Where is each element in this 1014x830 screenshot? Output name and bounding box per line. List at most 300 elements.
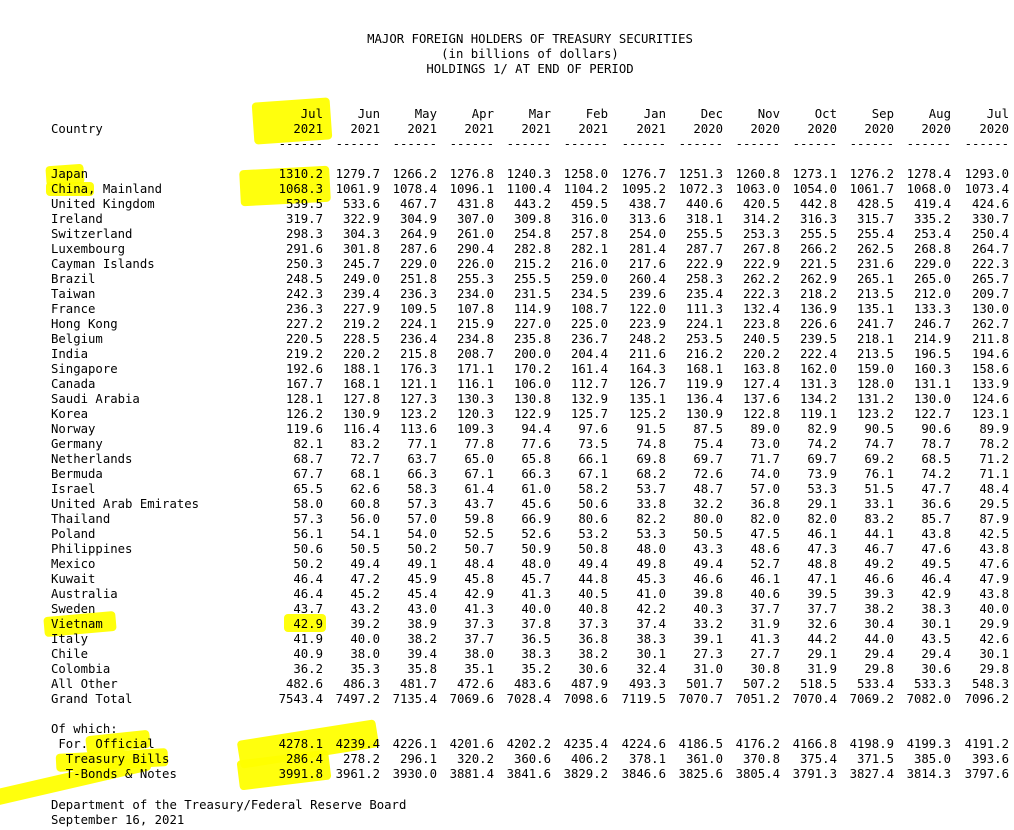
table-cell-value: 30.6 [921, 662, 951, 676]
row-country-label: Colombia [51, 662, 111, 676]
table-cell-value: 313.6 [628, 212, 666, 226]
table-cell-value: 298.3 [285, 227, 323, 241]
of-which-cell-value: 371.5 [856, 752, 894, 766]
table-cell-value: 131.2 [856, 392, 894, 406]
table-cell-value: 265.1 [856, 272, 894, 286]
table-cell-value: 134.2 [799, 392, 837, 406]
of-which-cell-value: 3829.2 [563, 767, 608, 781]
table-cell-value: 119.9 [685, 377, 723, 391]
of-which-cell-value: 4239.4 [335, 737, 380, 751]
column-month-header: May [414, 107, 437, 121]
table-cell-value: 50.2 [407, 542, 437, 556]
table-cell-value: 60.8 [350, 497, 380, 511]
column-header-rule: ------ [735, 137, 780, 151]
table-cell-value: 43.7 [464, 497, 494, 511]
of-which-cell-value: 4226.1 [392, 737, 437, 751]
row-country-label: Switzerland [51, 227, 133, 241]
table-cell-value: 45.2 [350, 587, 380, 601]
table-cell-value: 49.4 [578, 557, 608, 571]
table-cell-value: 229.0 [399, 257, 437, 271]
table-cell-value: 65.5 [293, 482, 323, 496]
table-cell-value: 1100.4 [506, 182, 551, 196]
table-cell-value: 322.9 [342, 212, 380, 226]
table-cell-value: 46.6 [693, 572, 723, 586]
table-cell-value: 38.2 [864, 602, 894, 616]
table-cell-value: 47.3 [807, 542, 837, 556]
table-cell-value: 69.7 [807, 452, 837, 466]
column-header-rule: ------ [335, 137, 380, 151]
of-which-cell-value: 296.1 [399, 752, 437, 766]
table-cell-value: 29.4 [921, 647, 951, 661]
table-cell-value: 29.5 [979, 497, 1009, 511]
table-cell-value: 51.5 [864, 482, 894, 496]
table-cell-value: 82.0 [807, 512, 837, 526]
table-cell-value: 1073.4 [964, 182, 1009, 196]
table-cell-value: 301.8 [342, 242, 380, 256]
table-cell-value: 29.8 [864, 662, 894, 676]
table-cell-value: 36.8 [578, 632, 608, 646]
table-cell-value: 123.2 [399, 407, 437, 421]
table-cell-value: 7069.6 [449, 692, 494, 706]
table-cell-value: 46.7 [864, 542, 894, 556]
table-cell-value: 94.4 [521, 422, 551, 436]
table-cell-value: 46.4 [293, 572, 323, 586]
table-cell-value: 44.8 [578, 572, 608, 586]
table-cell-value: 160.3 [913, 362, 951, 376]
table-cell-value: 255.4 [856, 227, 894, 241]
table-cell-value: 50.6 [293, 542, 323, 556]
table-cell-value: 236.3 [285, 302, 323, 316]
table-cell-value: 82.1 [293, 437, 323, 451]
table-cell-value: 90.6 [921, 422, 951, 436]
table-cell-value: 108.7 [570, 302, 608, 316]
table-cell-value: 1279.7 [335, 167, 380, 181]
table-cell-value: 176.3 [399, 362, 437, 376]
of-which-cell-value: 3805.4 [735, 767, 780, 781]
table-cell-value: 7096.2 [964, 692, 1009, 706]
table-cell-value: 250.3 [285, 257, 323, 271]
of-which-cell-value: 3961.2 [335, 767, 380, 781]
table-cell-value: 168.1 [342, 377, 380, 391]
table-cell-value: 196.5 [913, 347, 951, 361]
table-cell-value: 1068.3 [278, 182, 323, 196]
of-which-cell-value: 3930.0 [392, 767, 437, 781]
table-cell-value: 440.6 [685, 197, 723, 211]
table-cell-value: 36.5 [521, 632, 551, 646]
table-cell-value: 223.9 [628, 317, 666, 331]
table-cell-value: 42.5 [979, 527, 1009, 541]
table-cell-value: 59.8 [464, 512, 494, 526]
table-cell-value: 66.3 [407, 467, 437, 481]
of-which-cell-value: 385.0 [913, 752, 951, 766]
table-cell-value: 163.8 [742, 362, 780, 376]
table-cell-value: 133.3 [913, 302, 951, 316]
table-cell-value: 1310.2 [278, 167, 323, 181]
row-country-label: Italy [51, 632, 89, 646]
table-cell-value: 220.5 [285, 332, 323, 346]
table-cell-value: 114.9 [513, 302, 551, 316]
table-cell-value: 222.3 [742, 287, 780, 301]
table-cell-value: 27.3 [693, 647, 723, 661]
table-cell-value: 61.0 [521, 482, 551, 496]
table-cell-value: 265.7 [971, 272, 1009, 286]
table-cell-value: 65.8 [521, 452, 551, 466]
of-which-cell-value: 4198.9 [849, 737, 894, 751]
table-cell-value: 241.7 [856, 317, 894, 331]
table-cell-value: 1276.2 [849, 167, 894, 181]
table-cell-value: 314.2 [742, 212, 780, 226]
country-column-header: Country [51, 122, 103, 136]
table-cell-value: 248.2 [628, 332, 666, 346]
table-cell-value: 467.7 [399, 197, 437, 211]
of-which-cell-value: 286.4 [285, 752, 323, 766]
table-cell-value: 217.6 [628, 257, 666, 271]
table-cell-value: 254.0 [628, 227, 666, 241]
column-month-header: Jul [300, 107, 323, 121]
table-cell-value: 47.1 [807, 572, 837, 586]
row-country-label: Norway [51, 422, 96, 436]
table-cell-value: 69.8 [636, 452, 666, 466]
table-cell-value: 57.3 [293, 512, 323, 526]
of-which-cell-value: 4224.6 [621, 737, 666, 751]
row-country-label: Mexico [51, 557, 96, 571]
table-cell-value: 40.0 [979, 602, 1009, 616]
table-cell-value: 255.5 [799, 227, 837, 241]
table-cell-value: 213.5 [856, 287, 894, 301]
of-which-cell-value: 375.4 [799, 752, 837, 766]
table-cell-value: 335.2 [913, 212, 951, 226]
table-cell-value: 71.7 [750, 452, 780, 466]
of-which-cell-value: 4278.1 [278, 737, 323, 751]
of-which-cell-value: 406.2 [570, 752, 608, 766]
table-cell-value: 234.0 [456, 287, 494, 301]
table-cell-value: 222.9 [742, 257, 780, 271]
table-cell-value: 77.1 [407, 437, 437, 451]
table-cell-value: 253.5 [685, 332, 723, 346]
table-cell-value: 48.0 [521, 557, 551, 571]
of-which-cell-value: 320.2 [456, 752, 494, 766]
table-cell-value: 167.7 [285, 377, 323, 391]
of-which-cell-value: 3846.6 [621, 767, 666, 781]
table-cell-value: 130.3 [456, 392, 494, 406]
table-cell-value: 330.7 [971, 212, 1009, 226]
row-country-label: United Arab Emirates [51, 497, 200, 511]
table-cell-value: 35.8 [407, 662, 437, 676]
table-cell-value: 50.5 [350, 542, 380, 556]
table-cell-value: 29.1 [807, 647, 837, 661]
table-cell-value: 126.7 [628, 377, 666, 391]
table-cell-value: 82.9 [807, 422, 837, 436]
table-cell-value: 268.8 [913, 242, 951, 256]
table-cell-value: 291.6 [285, 242, 323, 256]
table-cell-value: 231.6 [856, 257, 894, 271]
table-cell-value: 192.6 [285, 362, 323, 376]
table-cell-value: 253.3 [742, 227, 780, 241]
column-month-header: Sep [871, 107, 894, 121]
table-cell-value: 264.9 [399, 227, 437, 241]
table-cell-value: 1068.0 [906, 182, 951, 196]
table-cell-value: 50.6 [578, 497, 608, 511]
table-cell-value: 309.8 [513, 212, 551, 226]
row-country-label: Saudi Arabia [51, 392, 140, 406]
table-cell-value: 234.5 [570, 287, 608, 301]
table-cell-value: 47.6 [921, 542, 951, 556]
table-cell-value: 213.5 [856, 347, 894, 361]
table-cell-value: 89.0 [750, 422, 780, 436]
table-cell-value: 48.0 [636, 542, 666, 556]
column-year-header: 2020 [864, 122, 894, 136]
table-cell-value: 264.7 [971, 242, 1009, 256]
table-cell-value: 43.5 [921, 632, 951, 646]
table-cell-value: 29.9 [979, 617, 1009, 631]
table-cell-value: 58.2 [578, 482, 608, 496]
column-year-header: 2020 [979, 122, 1009, 136]
table-cell-value: 130.9 [342, 407, 380, 421]
table-cell-value: 135.1 [628, 392, 666, 406]
row-country-label: Japan [51, 167, 89, 181]
table-cell-value: 251.8 [399, 272, 437, 286]
table-cell-value: 116.4 [342, 422, 380, 436]
column-header-rule: ------ [792, 137, 837, 151]
table-cell-value: 234.8 [456, 332, 494, 346]
table-cell-value: 227.0 [513, 317, 551, 331]
table-cell-value: 161.4 [570, 362, 608, 376]
table-cell-value: 248.5 [285, 272, 323, 286]
column-year-header: 2021 [407, 122, 437, 136]
table-cell-value: 319.7 [285, 212, 323, 226]
table-cell-value: 43.7 [293, 602, 323, 616]
table-cell-value: 287.6 [399, 242, 437, 256]
table-cell-value: 130.0 [913, 392, 951, 406]
table-cell-value: 215.8 [399, 347, 437, 361]
table-cell-value: 38.0 [464, 647, 494, 661]
table-cell-value: 211.8 [971, 332, 1009, 346]
table-cell-value: 49.5 [921, 557, 951, 571]
table-cell-value: 260.4 [628, 272, 666, 286]
table-cell-value: 287.7 [685, 242, 723, 256]
row-country-label: Hong Kong [51, 317, 118, 331]
row-country-label: United Kingdom [51, 197, 155, 211]
column-year-header: 2020 [807, 122, 837, 136]
table-cell-value: 122.8 [742, 407, 780, 421]
table-cell-value: 49.4 [693, 557, 723, 571]
table-cell-value: 39.1 [693, 632, 723, 646]
table-cell-value: 236.7 [570, 332, 608, 346]
table-cell-value: 220.2 [342, 347, 380, 361]
table-cell-value: 36.6 [921, 497, 951, 511]
table-cell-value: 30.1 [636, 647, 666, 661]
table-cell-value: 235.8 [513, 332, 551, 346]
table-cell-value: 37.3 [578, 617, 608, 631]
table-cell-value: 194.6 [971, 347, 1009, 361]
column-header-rule: ------ [506, 137, 551, 151]
table-cell-value: 171.1 [456, 362, 494, 376]
of-which-row-label: Treasury Bills [51, 752, 170, 766]
table-cell-value: 214.9 [913, 332, 951, 346]
table-cell-value: 43.8 [979, 587, 1009, 601]
table-cell-value: 239.6 [628, 287, 666, 301]
table-cell-value: 40.3 [693, 602, 723, 616]
table-cell-value: 40.5 [578, 587, 608, 601]
table-cell-value: 262.9 [799, 272, 837, 286]
table-cell-value: 46.1 [750, 572, 780, 586]
of-which-cell-value: 4201.6 [449, 737, 494, 751]
table-cell-value: 132.9 [570, 392, 608, 406]
table-cell-value: 68.1 [350, 467, 380, 481]
table-cell-value: 119.1 [799, 407, 837, 421]
table-cell-value: 315.7 [856, 212, 894, 226]
table-cell-value: 45.8 [464, 572, 494, 586]
table-cell-value: 487.9 [570, 677, 608, 691]
table-cell-value: 428.5 [856, 197, 894, 211]
table-cell-value: 119.6 [285, 422, 323, 436]
table-cell-value: 1072.3 [678, 182, 723, 196]
table-cell-value: 38.3 [636, 632, 666, 646]
row-country-label: Philippines [51, 542, 133, 556]
table-cell-value: 44.2 [807, 632, 837, 646]
table-cell-value: 46.1 [807, 527, 837, 541]
of-which-cell-value: 360.6 [513, 752, 551, 766]
table-cell-value: 66.9 [521, 512, 551, 526]
table-cell-value: 38.2 [578, 647, 608, 661]
row-country-label: Vietnam [51, 617, 103, 631]
report-title: MAJOR FOREIGN HOLDERS OF TREASURY SECURITIES [367, 32, 693, 46]
table-cell-value: 226.0 [456, 257, 494, 271]
table-cell-value: 85.7 [921, 512, 951, 526]
table-cell-value: 168.1 [685, 362, 723, 376]
table-cell-value: 235.4 [685, 287, 723, 301]
table-cell-value: 63.7 [407, 452, 437, 466]
table-cell-value: 57.0 [750, 482, 780, 496]
column-year-header: 2021 [636, 122, 666, 136]
table-cell-value: 7098.6 [563, 692, 608, 706]
table-cell-value: 209.7 [971, 287, 1009, 301]
table-cell-value: 225.0 [570, 317, 608, 331]
table-cell-value: 48.4 [464, 557, 494, 571]
table-cell-value: 38.9 [407, 617, 437, 631]
table-cell-value: 236.3 [399, 287, 437, 301]
table-cell-value: 89.9 [979, 422, 1009, 436]
table-cell-value: 250.4 [971, 227, 1009, 241]
table-cell-value: 48.6 [750, 542, 780, 556]
table-cell-value: 127.3 [399, 392, 437, 406]
report-subtitle-units: (in billions of dollars) [441, 47, 619, 61]
table-cell-value: 257.8 [570, 227, 608, 241]
table-cell-value: 58.3 [407, 482, 437, 496]
table-cell-value: 37.7 [750, 602, 780, 616]
table-cell-value: 200.0 [513, 347, 551, 361]
row-country-label: Ireland [51, 212, 103, 226]
of-which-cell-value: 3797.6 [964, 767, 1009, 781]
table-cell-value: 47.2 [350, 572, 380, 586]
table-cell-value: 130.9 [685, 407, 723, 421]
table-cell-value: 255.5 [685, 227, 723, 241]
of-which-cell-value: 3881.4 [449, 767, 494, 781]
table-cell-value: 31.0 [693, 662, 723, 676]
column-month-header: Aug [928, 107, 951, 121]
table-cell-value: 37.7 [464, 632, 494, 646]
row-country-label: India [51, 347, 89, 361]
table-cell-value: 253.4 [913, 227, 951, 241]
table-cell-value: 43.8 [979, 542, 1009, 556]
table-cell-value: 77.6 [521, 437, 551, 451]
column-year-header: 2021 [464, 122, 494, 136]
table-cell-value: 135.1 [856, 302, 894, 316]
table-cell-value: 46.6 [864, 572, 894, 586]
table-cell-value: 215.9 [456, 317, 494, 331]
table-cell-value: 39.2 [350, 617, 380, 631]
table-cell-value: 240.5 [742, 332, 780, 346]
table-cell-value: 74.7 [864, 437, 894, 451]
table-cell-value: 47.6 [979, 557, 1009, 571]
table-cell-value: 131.1 [913, 377, 951, 391]
table-cell-value: 29.8 [979, 662, 1009, 676]
table-cell-value: 49.4 [350, 557, 380, 571]
table-cell-value: 74.2 [921, 467, 951, 481]
table-cell-value: 1078.4 [392, 182, 437, 196]
table-cell-value: 127.8 [342, 392, 380, 406]
table-cell-value: 229.0 [913, 257, 951, 271]
table-cell-value: 482.6 [285, 677, 323, 691]
table-cell-value: 220.2 [742, 347, 780, 361]
table-cell-value: 259.0 [570, 272, 608, 286]
table-cell-value: 37.3 [464, 617, 494, 631]
table-cell-value: 1054.0 [792, 182, 837, 196]
row-country-label: Singapore [51, 362, 118, 376]
table-cell-value: 45.9 [407, 572, 437, 586]
row-country-label: Sweden [51, 602, 96, 616]
table-cell-value: 30.1 [979, 647, 1009, 661]
table-cell-value: 39.3 [864, 587, 894, 601]
table-cell-value: 162.0 [799, 362, 837, 376]
footer-date: September 16, 2021 [51, 813, 185, 827]
table-cell-value: 122.0 [628, 302, 666, 316]
table-cell-value: 97.6 [578, 422, 608, 436]
table-cell-value: 112.7 [570, 377, 608, 391]
table-cell-value: 67.1 [578, 467, 608, 481]
table-cell-value: 262.5 [856, 242, 894, 256]
of-which-cell-value: 4166.8 [792, 737, 837, 751]
table-cell-value: 1095.2 [621, 182, 666, 196]
table-cell-value: 472.6 [456, 677, 494, 691]
of-which-cell-value: 3841.6 [506, 767, 551, 781]
column-header-rule: ------ [678, 137, 723, 151]
table-cell-value: 125.2 [628, 407, 666, 421]
table-cell-value: 262.2 [742, 272, 780, 286]
table-cell-value: 56.1 [293, 527, 323, 541]
of-which-row-label: For. Official [51, 737, 155, 751]
table-cell-value: 87.5 [693, 422, 723, 436]
table-cell-value: 128.1 [285, 392, 323, 406]
of-which-cell-value: 4199.3 [906, 737, 951, 751]
row-country-label: Taiwan [51, 287, 96, 301]
of-which-cell-value: 370.8 [742, 752, 780, 766]
table-cell-value: 125.7 [570, 407, 608, 421]
table-cell-value: 52.6 [521, 527, 551, 541]
table-cell-value: 224.1 [399, 317, 437, 331]
table-cell-value: 216.2 [685, 347, 723, 361]
table-cell-value: 481.7 [399, 677, 437, 691]
table-cell-value: 31.9 [807, 662, 837, 676]
table-cell-value: 109.3 [456, 422, 494, 436]
table-cell-value: 136.4 [685, 392, 723, 406]
table-cell-value: 507.2 [742, 677, 780, 691]
table-cell-value: 483.6 [513, 677, 551, 691]
table-cell-value: 56.0 [350, 512, 380, 526]
table-cell-value: 1251.3 [678, 167, 723, 181]
table-cell-value: 42.9 [293, 617, 323, 631]
table-cell-value: 40.0 [521, 602, 551, 616]
